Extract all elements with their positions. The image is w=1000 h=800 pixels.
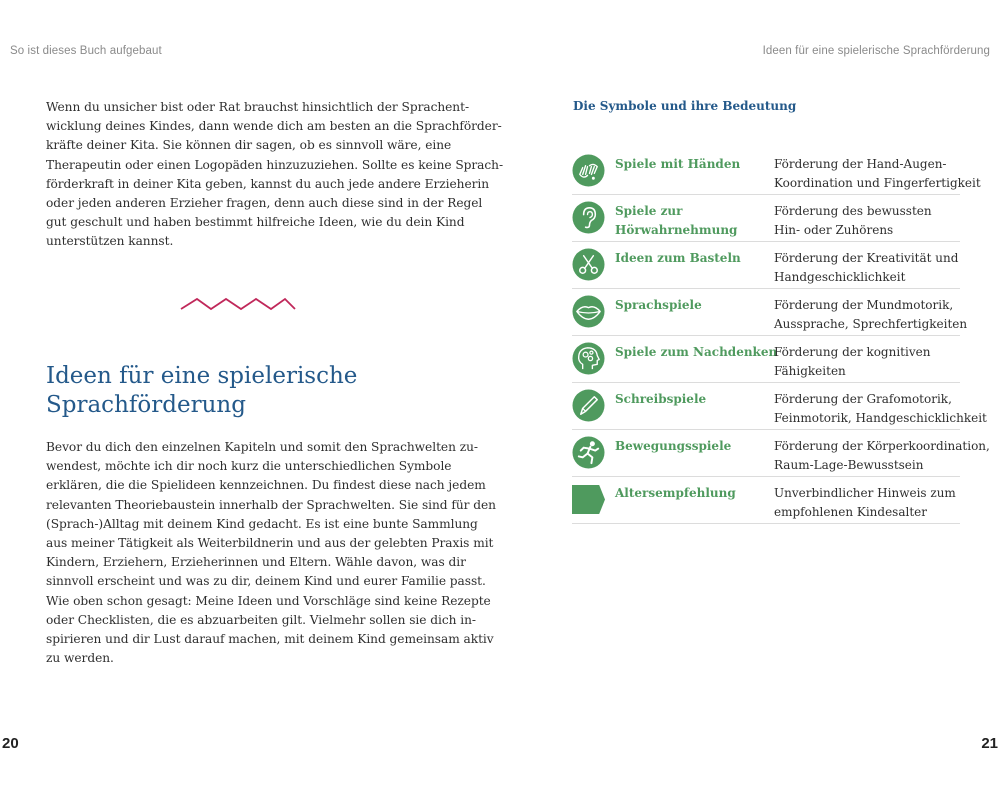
pencil-icon [572, 389, 605, 422]
scissors-icon [572, 248, 605, 281]
symbol-name-line: Altersempfehlung [615, 486, 736, 500]
body-paragraph [46, 438, 496, 668]
text-line: Wie oben schon gesagt: Meine Ideen und Vorschläge sind keine Rezepte [46, 593, 491, 608]
text-line: sinnvoll erscheint und was zu dir, deinem Kind und eurer Familie passt. [46, 574, 486, 589]
text-line: wicklung deines Kindes, dann wende dich am besten an die Sprachförder- [46, 119, 502, 134]
running-head-right: Ideen für eine spielerische Sprachförderung [762, 45, 990, 57]
text-line: wendest, möchte ich dir noch kurz die unterschiedlichen Symbole [46, 459, 452, 474]
running-head-left: So ist dieses Buch aufgebaut [10, 45, 162, 57]
symbol-desc-line: Förderung der Hand-Augen- [774, 157, 947, 171]
symbol-name [615, 484, 765, 503]
symbol-name-line: Spiele zur [615, 204, 683, 218]
symbol-name [615, 296, 765, 315]
symbol-row-hands [572, 149, 981, 195]
text-line: Kindern, Erziehern, Erzieherinnen und Eltern. Wähle davon, was dir [46, 555, 466, 570]
symbol-name-line: Ideen zum Basteln [615, 251, 741, 265]
symbol-desc-line: Hin- oder Zuhörens [774, 223, 894, 237]
symbol-name [615, 249, 765, 268]
symbol-desc-line: Förderung der Mundmotorik, [774, 298, 954, 312]
text-line: spirieren und dir Lust darauf machen, mit deinem Kind gemeinsam aktiv [46, 632, 494, 647]
heading-line: Sprachförderung [46, 392, 246, 418]
symbol-description [774, 437, 990, 475]
heading-line: Ideen für eine spielerische [46, 363, 358, 389]
text-line: oder jeden anderen Erzieher fragen, denn auch diese sind in der Regel [46, 196, 483, 211]
symbol-desc-line: Unverbindlicher Hinweis zum [774, 486, 956, 500]
symbol-name-line: Schreibspiele [615, 392, 707, 406]
page-number-right: 21 [981, 735, 998, 752]
symbol-name [615, 202, 765, 240]
section-heading [46, 362, 357, 420]
symbol-desc-line: Handgeschicklichkeit [774, 270, 906, 284]
text-line: oder Checklisten, die es abzuarbeiten gilt. Vielmehr sollen sie dich in- [46, 612, 476, 627]
symbol-row-writing [572, 384, 987, 430]
symbol-desc-line: Förderung der Körperkoordination, [774, 439, 990, 453]
text-line: unterstützen kannst. [46, 234, 174, 249]
symbol-name [615, 437, 765, 456]
symbol-desc-line: Aussprache, Sprechfertigkeiten [774, 317, 968, 331]
page-number-left: 20 [2, 735, 19, 752]
symbol-desc-line: Förderung des bewussten [774, 204, 932, 218]
symbol-desc-line: Fähigkeiten [774, 364, 846, 378]
text-line: erklären, die die Spielideen kennzeichnen. Du findest diese nach jedem [46, 478, 486, 493]
text-line: kräfte deiner Kita. Sie können dir sagen, ob es sinnvoll wäre, eine [46, 138, 452, 153]
text-line: relevanten Theoriebaustein innerhalb der Sprachwelten. Sie sind für den [46, 497, 496, 512]
symbols-table [572, 149, 990, 525]
symbol-row-language-games [572, 290, 968, 336]
intro-paragraph [46, 98, 504, 252]
text-line: gut geschult und haben bestimmt hilfreiche Ideen, wie du dein Kind [46, 215, 465, 230]
symbol-row-age [572, 478, 960, 524]
symbol-description [774, 249, 964, 287]
symbol-name-line: Spiele mit Händen [615, 157, 741, 171]
symbols-title: Die Symbole und ihre Bedeutung [573, 99, 797, 113]
hands-icon [572, 154, 605, 187]
ear-icon [572, 201, 605, 234]
zigzag-divider [180, 296, 296, 314]
text-line: Bevor du dich den einzelnen Kapiteln und somit den Sprachwelten zu- [46, 440, 478, 454]
symbol-name-line: Bewegungsspiele [615, 439, 732, 453]
symbol-description [774, 484, 964, 522]
text-line: förderkraft in deiner Kita geben, kannst du auch jede andere Erzieherin [46, 176, 490, 191]
symbol-name [615, 343, 778, 362]
text-line: Wenn du unsicher bist oder Rat brauchst hinsichtlich der Sprachent- [46, 100, 470, 114]
head-gears-icon [572, 342, 605, 375]
symbol-row-hearing [572, 196, 960, 242]
age-tag-icon [572, 483, 605, 516]
text-line: aus meiner Tätigkeit als Weiterbildnerin und aus der gelebten Praxis mit [46, 536, 494, 551]
text-line: zu werden. [46, 651, 114, 666]
symbol-row-thinking [572, 337, 960, 383]
symbol-desc-line: Feinmotorik, Handgeschicklichkeit [774, 411, 987, 425]
symbol-desc-line: Förderung der Grafomotorik, [774, 392, 952, 406]
text-line: Therapeutin oder einen Logopäden hinzuzuziehen. Sollte es keine Sprach- [46, 157, 504, 172]
symbol-row-movement [572, 431, 990, 477]
symbol-name [615, 390, 765, 409]
symbol-name-line: Hörwahrnehmung [615, 223, 738, 237]
text-line: (Sprach-)Alltag mit deinem Kind gedacht. Es ist eine bunte Sammlung [46, 516, 478, 531]
symbol-description [774, 155, 981, 193]
symbol-name [615, 155, 765, 174]
symbol-description [774, 390, 987, 428]
symbol-desc-line: empfohlenen Kindesalter [774, 505, 927, 519]
symbol-row-crafting [572, 243, 960, 289]
symbol-desc-line: Förderung der Kreativität und [774, 251, 959, 265]
symbol-description [774, 202, 964, 240]
symbol-desc-line: Raum-Lage-Bewusstsein [774, 458, 924, 472]
symbol-description [774, 296, 968, 334]
symbol-name-line: Spiele zum Nachdenken [615, 345, 778, 359]
running-figure-icon [572, 436, 605, 469]
symbol-desc-line: Förderung der kognitiven [774, 345, 931, 359]
symbol-name-line: Sprachspiele [615, 298, 702, 312]
symbol-description [774, 343, 964, 381]
symbol-desc-line: Koordination und Fingerfertigkeit [774, 176, 981, 190]
lips-icon [572, 295, 605, 328]
